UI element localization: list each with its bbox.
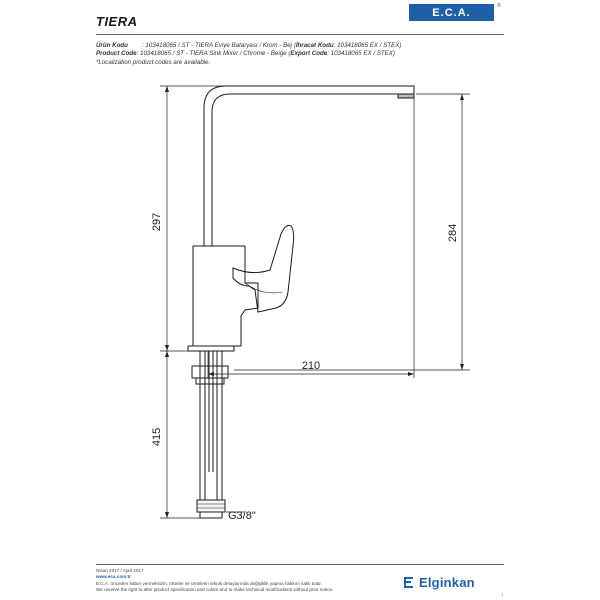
footer-date: Nisan 2017 / April 2017	[96, 568, 144, 573]
code-line-tr	[96, 42, 401, 50]
arrow	[460, 364, 464, 370]
footer-notice-en: We reserve the right to alter product specification and colors and to make technical modifications without prior notice.	[96, 586, 334, 592]
export-text-en: : 103418065 EX / STEX)	[327, 50, 395, 58]
footer-notice-tr: E.C.A. önceden haber vermeksizin, ürünler ve ürünlerin teknik detaylarında değişiklik yapma hakkını saklı tutar.	[96, 580, 322, 586]
registered-mark: ®	[497, 3, 501, 9]
lever-detail	[245, 283, 282, 293]
technical-drawing	[96, 72, 506, 562]
mounting-nut	[192, 366, 228, 378]
page-number: 1	[501, 592, 504, 597]
brand-name: Elginkan	[419, 574, 475, 590]
elginkan-logo	[404, 575, 475, 589]
export-label-en: Export Code	[290, 50, 328, 58]
eca-logo	[409, 4, 494, 21]
footer-rule	[96, 564, 504, 565]
hose-end	[200, 512, 222, 518]
arrow	[165, 345, 169, 351]
dim-label-415: 415	[151, 427, 163, 447]
product-codes	[96, 42, 401, 67]
arrow	[408, 372, 414, 376]
dim-label-284: 284	[447, 223, 459, 243]
aerator-tip	[398, 94, 414, 98]
logo-text: E.C.A.	[432, 6, 471, 19]
code-label-tr: Ürün Kodu	[96, 42, 128, 49]
export-text-tr: : 103418065 EX / STEX)	[333, 42, 402, 49]
hose-connector	[197, 500, 225, 512]
arrow	[165, 86, 169, 92]
code-text-tr: : 103418065 / ST - TIERA Eviye Bataryası / Krom - Bej (	[141, 42, 296, 49]
body-outline	[193, 246, 258, 346]
base-plate	[188, 346, 234, 351]
localization-note: *Localization product codes are available.	[96, 58, 211, 66]
code-line-en	[96, 50, 401, 58]
arrow	[165, 512, 169, 518]
code-text-en: : 103418065 / ST - TIERA Sink Mixer / Chrome - Beige (	[136, 50, 291, 58]
footer-notes	[96, 568, 333, 593]
dim-label-297: 297	[151, 212, 163, 232]
export-label-tr: İhracat Kodu	[295, 42, 334, 49]
page-title: TIERA	[96, 14, 138, 29]
arrow	[460, 94, 464, 100]
dim-label-210: 210	[301, 360, 321, 372]
arrow	[165, 351, 169, 357]
spout-outline	[204, 86, 414, 246]
lever-handle	[233, 225, 294, 312]
thread-label: G3/8"	[228, 510, 256, 522]
footer-website[interactable]: www.eca.com.tr	[96, 574, 131, 580]
code-label-en: Product Code	[96, 50, 137, 58]
elginkan-e-icon	[404, 577, 415, 588]
header-rule	[96, 34, 504, 35]
